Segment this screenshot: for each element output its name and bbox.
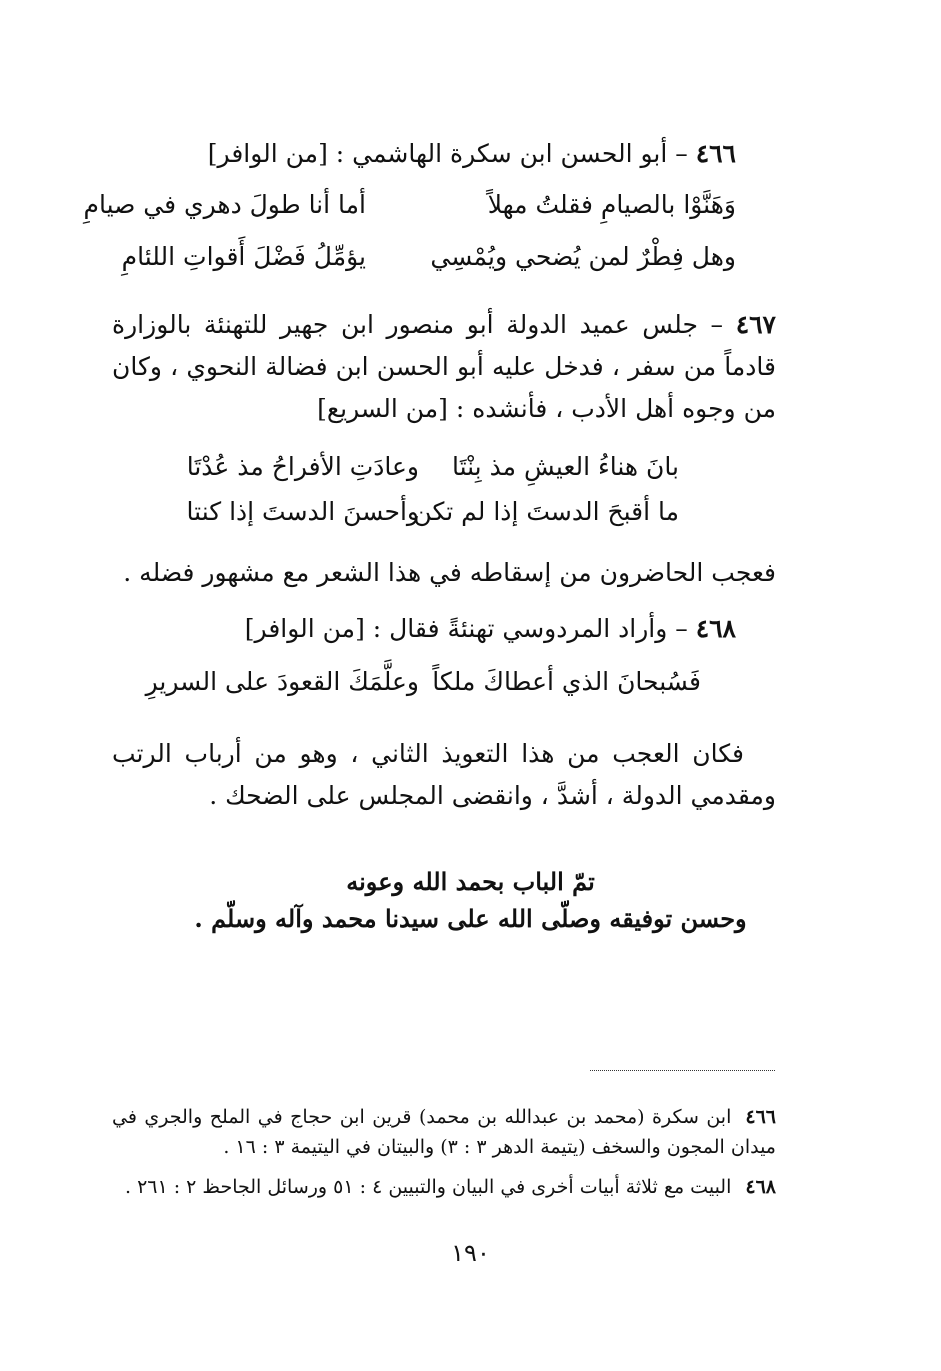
verse-first-hemistich: فَسُبحانَ الذي أعطاكَ ملكاً bbox=[432, 667, 701, 696]
verse-first-hemistich: ما أقبحَ الدستَ إذا لم تكن bbox=[413, 497, 679, 526]
verse-first-hemistich: وَهَنَّوْا بالصيامِ فقلتُ مهلاً bbox=[487, 190, 736, 219]
verse-second-hemistich: أما أنا طولَ دهري في صيامِ bbox=[83, 190, 366, 219]
entry-466-heading bbox=[208, 137, 736, 171]
entry-paragraph-text: – جلس عميد الدولة أبو منصور ابن جهير للتهنئة بالوزارة قادماً من سفر ، فدخل عليه أبو الحسن ابن فضالة النحوي ، وكان من وجوه أهل الأدب ، فأنشده : [من السريع] bbox=[112, 310, 776, 423]
closing-line-1: تمّ الباب بحمد الله وعونه bbox=[346, 867, 595, 896]
entry-468-after-text: فكان العجب من هذا التعويذ الثاني ، وهو من أرباب الرتب ومقدمي الدولة ، أشدَّ ، وانقضى المجلس على الضحك . bbox=[112, 739, 776, 810]
entry-number: ٤٦٧ bbox=[735, 310, 776, 339]
entry-467-paragraph bbox=[112, 304, 776, 430]
footnote-468 bbox=[125, 1172, 776, 1202]
footnote-466 bbox=[112, 1102, 776, 1162]
verse-second-hemistich: وعادَتِ الأفراحُ مذ عُدْتَا bbox=[186, 452, 419, 481]
verse-first-hemistich: بانَ هناءُ العيشِ مذ بِنْتَا bbox=[451, 452, 679, 481]
closing-line-2: وحسن توفيقه وصلّى الله على سيدنا محمد وآله وسلّم . bbox=[194, 904, 747, 933]
entry-heading-text: – أبو الحسن ابن سكرة الهاشمي : [من الوافر] bbox=[207, 139, 688, 168]
verse-second-hemistich: وأحسنَ الدستَ إذا كنتا bbox=[186, 497, 419, 526]
entry-number: ٤٦٦ bbox=[695, 139, 736, 168]
verse-second-hemistich: يؤمِّلُ فَضْلَ أَقواتِ اللئامِ bbox=[121, 242, 366, 271]
footnote-number: ٤٦٦ bbox=[745, 1106, 776, 1128]
entry-468-heading bbox=[245, 612, 736, 646]
footnote-text: ابن سكرة (محمد بن عبدالله بن محمد) قرين ابن حجاج في الملح والجري في ميدان المجون والسخف (يتيمة الدهر ٣ : ٣) والبيتان في اليتيمة ٣ : ١٦ . bbox=[112, 1106, 776, 1158]
entry-number: ٤٦٨ bbox=[695, 614, 736, 643]
footnote-number: ٤٦٨ bbox=[745, 1176, 776, 1198]
entry-heading-text: – وأراد المردوسي تهنئةً فقال : [من الوافر] bbox=[244, 614, 688, 643]
footnote-separator bbox=[590, 1070, 775, 1071]
verse-second-hemistich: وعلَّمَكَ القعودَ على السريرِ bbox=[145, 667, 419, 696]
verse-first-hemistich: وهل فِطْرٌ لمن يُضحي ويُمْسِي bbox=[430, 242, 736, 271]
entry-467-after-text: فعجب الحاضرون من إسقاطه في هذا الشعر مع مشهور فضله . bbox=[123, 558, 776, 587]
footnote-text: البيت مع ثلاثة أبيات أخرى في البيان والتبيين ٤ : ٥١ ورسائل الجاحظ ٢ : ٢٦١ . bbox=[124, 1176, 732, 1198]
page-number: ١٩٠ bbox=[451, 1239, 490, 1267]
